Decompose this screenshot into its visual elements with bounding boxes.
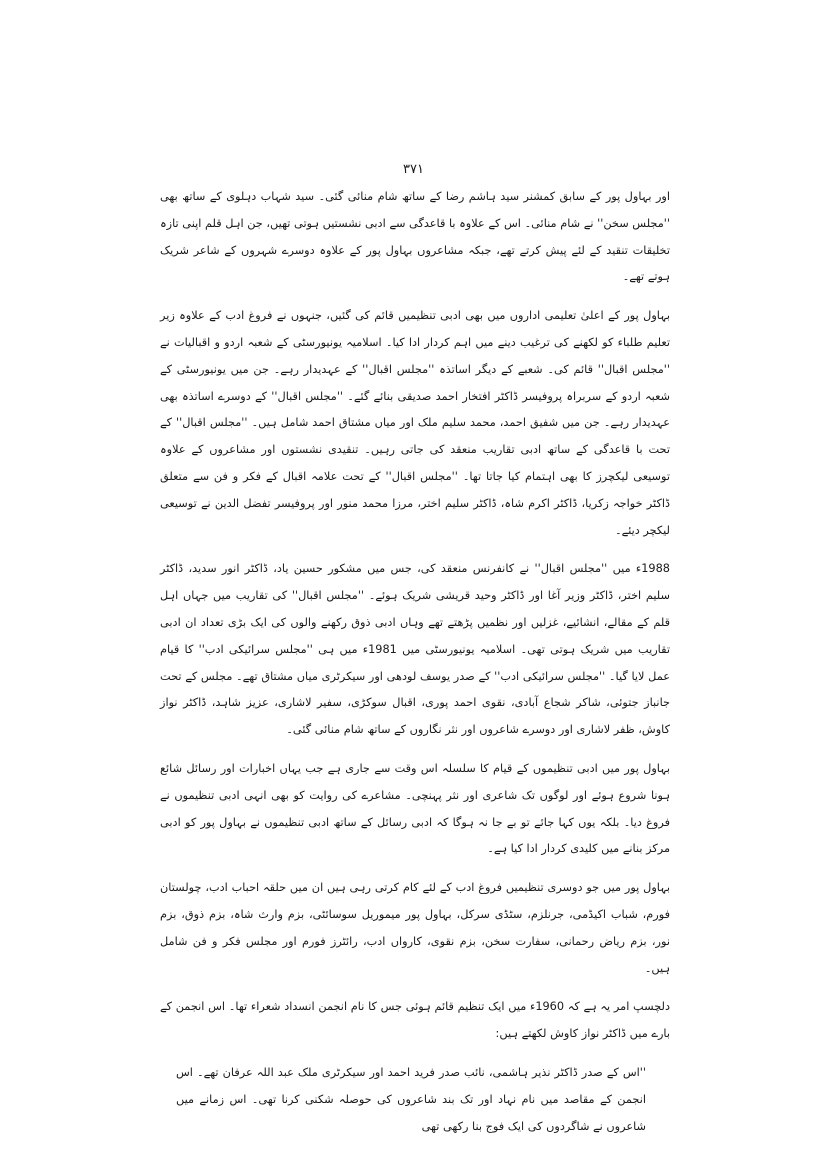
paragraph-3: 1988ء میں ''مجلس اقبال'' نے کانفرنس منعقد کی، جس میں مشکور حسین یاد، ڈاکٹر انور سدید، ڈاکٹر سلیم اختر، ڈاکٹر وزیر آغا اور ڈاکٹر وحید قریشی شریک ہوئے۔ ''مجلس اقبال'' کی تقاریب میں جہاں اہل قلم کے مقالے، انشائیے، غزلیں اور نظمیں پڑھتے تھے وہاں ادبی ذوق رکھنے والوں کی ایک بڑی تعداد ان ادبی تقاریب میں شریک ہوتی تھی۔ اسلامیہ یونیورسٹی میں 1981ء میں ہی ''مجلس سرائیکی ادب'' کا قیام عمل لایا گیا۔ ''مجلس سرائیکی ادب'' کے صدر یوسف لودھی اور سیکرٹری میاں مشتاق تھے۔ مجلس کے تحت جانباز جتوئی، شاکر شجاع آبادی، نقوی احمد پوری، اقبال سوکڑی، سفیر لاشاری، عزیز شاہد، ڈاکٹر نواز کاوش، ظفر لاشاری اور دوسرے شاعروں اور نثر نگاروں کے ساتھ شام منائی گئی۔ bbox=[160, 562, 670, 737]
page-number: ۳۷۱ bbox=[403, 162, 424, 177]
paragraph-6: دلچسپ امر یہ ہے کہ 1960ء میں ایک تنظیم قائم ہوئی جس کا نام انجمن انسداد شعراء تھا۔ اس انجمن کے بارے میں ڈاکٹر نواز کاوش لکھتے ہیں: bbox=[160, 1000, 670, 1041]
block-quote: ''اس کے صدر ڈاکٹر نذیر ہاشمی، نائب صدر فرید احمد اور سیکرٹری ملک عبد اللہ عرفان تھے۔ اس انجمن کے مقاصد میں نام نہاد اور تک بند شاعروں کی حوصلہ شکنی کرنا تھی۔ اس زمانے میں شاعروں نے شاگردوں کی ایک فوج بنا رکھی تھی bbox=[176, 1065, 646, 1133]
paragraph-5: بہاول پور میں جو دوسری تنظیمیں فروغ ادب کے لئے کام کرتی رہی ہیں ان میں حلقہ احباب ادب، چولستان فورم، شباب اکیڈمی، جرنلزم، سٹڈی سرکل، بہاول پور میموریل سوسائٹی، بزم وارث شاہ، بزم ذوق، بزم نور، بزم ریاض رحمانی، سفارت سخن، بزم نقوی، کارواں ادب، رائٹرز فورم اور مجلس فکر و فن شامل ہیں۔ bbox=[160, 881, 670, 975]
paragraph-1: اور بہاول پور کے سابق کمشنر سید ہاشم رضا کے ساتھ شام منائی گئی۔ سید شہاب دہلوی کے ساتھ بھی ''مجلس سخن'' نے شام منائی۔ اس کے علاوہ با قاعدگی سے ادبی نشستیں ہوتی تھیں، جن اہل قلم اپنی تازہ تخلیقات تنقید کے لئے پیش کرتے تھے، جبکہ مشاعروں بہاول پور کے علاوہ دوسرے شہروں کے شاعر شریک ہوتے تھے۔ bbox=[160, 190, 670, 284]
body-text bbox=[160, 184, 670, 1140]
paragraph-2: بہاول پور کے اعلیٰ تعلیمی اداروں میں بھی ادبی تنظیمیں قائم کی گئیں، جنہوں نے فروغ ادب کے علاوہ زیر تعلیم طلباء کو لکھنے کی ترغیب دینے میں اہم کردار ادا کیا۔ اسلامیہ یونیورسٹی کے شعبہ اردو و اقبالیات نے ''مجلس اقبال'' قائم کی۔ شعبے کے دیگر اساتذہ ''مجلس اقبال'' کے عہدیدار رہے۔ جن میں یونیورسٹی کے شعبہ اردو کے سربراہ پروفیسر ڈاکٹر افتخار احمد صدیقی بنائے گئے۔ ''مجلس اقبال'' کے دوسرے اساتذہ بھی عہدیدار رہے۔ جن میں شفیق احمد، محمد سلیم ملک اور میاں مشتاق احمد شامل ہیں۔ ''مجلس اقبال'' کے تحت با قاعدگی کے ساتھ ادبی تقاریب منعقد کی جاتی رہیں۔ تنقیدی نشستوں اور مشاعروں کے علاوہ توسیعی لیکچرز کا بھی اہتمام کیا جاتا تھا۔ ''مجلس اقبال'' کے تحت علامہ اقبال کے فکر و فن سے متعلق ڈاکٹر خواجہ زکریا، ڈاکٹر اکرم شاہ، ڈاکٹر سلیم اختر، مرزا محمد منور اور پروفیسر تفضل الدین نے توسیعی لیکچر دیئے۔ bbox=[160, 309, 670, 537]
paragraph-4: بہاول پور میں ادبی تنظیموں کے قیام کا سلسلہ اس وقت سے جاری ہے جب یہاں اخبارات اور رسائل شائع ہونا شروع ہوئے اور لوگوں تک شاعری اور نثر پہنچی۔ مشاعرے کی روایت کو بھی انہی ادبی تنظیموں نے فروغ دیا۔ بلکہ یوں کہا جائے تو بے جا نہ ہوگا کہ ادبی رسائل کے ساتھ ادبی تنظیموں نے بہاول پور کو ادبی مرکز بنانے میں کلیدی کردار ادا کیا ہے۔ bbox=[160, 761, 670, 856]
